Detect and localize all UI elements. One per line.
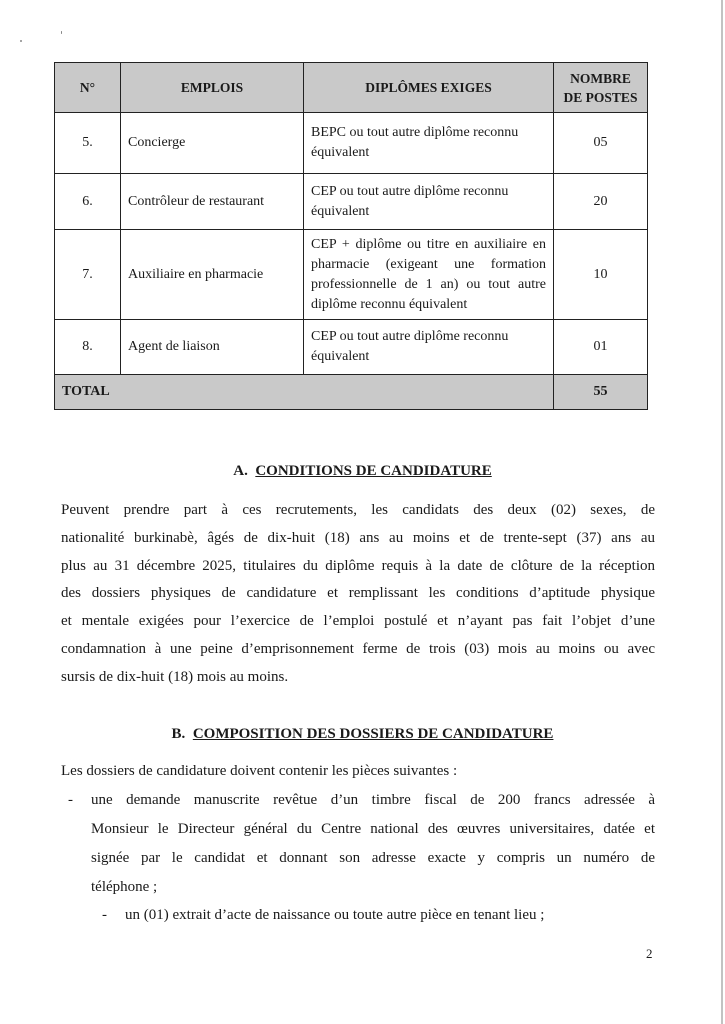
row-postes: 10: [554, 230, 648, 320]
row-postes: 20: [554, 174, 648, 230]
table-row: [55, 320, 648, 375]
scan-page-edge: [721, 0, 723, 1024]
list-item-line: un (01) extrait d’acte de naissance ou toute autre pièce en tenant lieu ;: [125, 907, 545, 923]
paragraph-line: plus au 31 décembre 2025, titulaires du diplôme requis à la date de clôture de la réception: [61, 557, 655, 574]
list-item: [102, 901, 545, 930]
table-row: [55, 113, 648, 174]
table-row: [55, 230, 648, 320]
header-postes-line1: NOMBRE: [570, 70, 631, 86]
scan-speck: [20, 40, 22, 42]
row-num: 7.: [55, 230, 121, 320]
paragraph-line: nationalité burkinabè, âgés de dix-huit (18) ans au moins et de trente-sept (37) ans au: [61, 529, 655, 546]
row-diplome: CEP ou tout autre diplôme reconnu équivalent: [304, 320, 554, 375]
header-diplomes: DIPLÔMES EXIGES: [304, 63, 554, 113]
row-emploi: Agent de liaison: [121, 320, 304, 375]
row-emploi: Auxiliaire en pharmacie: [121, 230, 304, 320]
list-item-line: signée par le candidat et donnant son adresse exacte y compris un numéro de: [91, 850, 655, 866]
list-dash: -: [102, 907, 107, 923]
row-diplome: BEPC ou tout autre diplôme reconnu équivalent: [304, 113, 554, 174]
row-postes: 01: [554, 320, 648, 375]
row-diplome: CEP + diplôme ou titre en auxiliaire en pharmacie (exigeant une formation professionnelle de 1 an) ou tout autre diplôme reconnu équivalent: [304, 230, 554, 320]
header-num: N°: [55, 63, 121, 113]
list-item: [68, 786, 655, 902]
header-postes-line2: DE POSTES: [563, 89, 638, 105]
section-b-title: COMPOSITION DES DOSSIERS DE CANDIDATURE: [192, 726, 554, 742]
paragraph-line: Peuvent prendre part à ces recrutements, les candidats des deux (02) sexes, de: [61, 502, 655, 518]
row-diplome: CEP ou tout autre diplôme reconnu équivalent: [304, 174, 554, 230]
list-dash: -: [68, 792, 73, 808]
header-emplois: EMPLOIS: [121, 63, 304, 113]
list-item-line: une demande manuscrite revêtue d’un timbre fiscal de 200 francs adressée à: [91, 792, 655, 808]
total-value: 55: [554, 375, 648, 410]
row-postes: 05: [554, 113, 648, 174]
row-num: 5.: [55, 113, 121, 174]
table-row: [55, 174, 648, 230]
total-label: TOTAL: [55, 375, 554, 410]
header-postes: [554, 63, 648, 113]
paragraph-line: et mentale exigées pour l’exercice de l’emploi postulé et n’ayant pas fait l’objet d’une: [61, 613, 655, 630]
row-emploi: Contrôleur de restaurant: [121, 174, 304, 230]
section-a-heading: [0, 463, 725, 480]
paragraph-line: des dossiers physiques de candidature et remplissant les conditions d’aptitude physique: [61, 585, 655, 602]
table-header-row: [55, 63, 648, 113]
page-number: 2: [646, 946, 653, 961]
section-a-title: CONDITIONS DE CANDIDATURE: [255, 463, 492, 479]
paragraph-line: sursis de dix-huit (18) mois au moins.: [61, 668, 289, 685]
jobs-table: [54, 62, 648, 410]
section-b-heading: [0, 726, 725, 743]
paragraph-line: condamnation à une peine d’emprisonnement ferme de trois (03) mois au moins ou avec: [61, 640, 655, 657]
table-total-row: [55, 375, 648, 410]
section-a-paragraph: [61, 497, 655, 692]
scan-speck: [61, 31, 62, 34]
row-emploi: Concierge: [121, 113, 304, 174]
list-item-line: Monsieur le Directeur général du Centre national des œuvres universitaires, datée et: [91, 821, 655, 837]
list-item-line: téléphone ;: [91, 879, 158, 895]
section-b-intro: Les dossiers de candidature doivent contenir les pièces suivantes :: [61, 763, 458, 779]
section-a-letter: A.: [233, 463, 248, 479]
row-num: 8.: [55, 320, 121, 375]
section-b-letter: B.: [171, 726, 186, 742]
row-num: 6.: [55, 174, 121, 230]
